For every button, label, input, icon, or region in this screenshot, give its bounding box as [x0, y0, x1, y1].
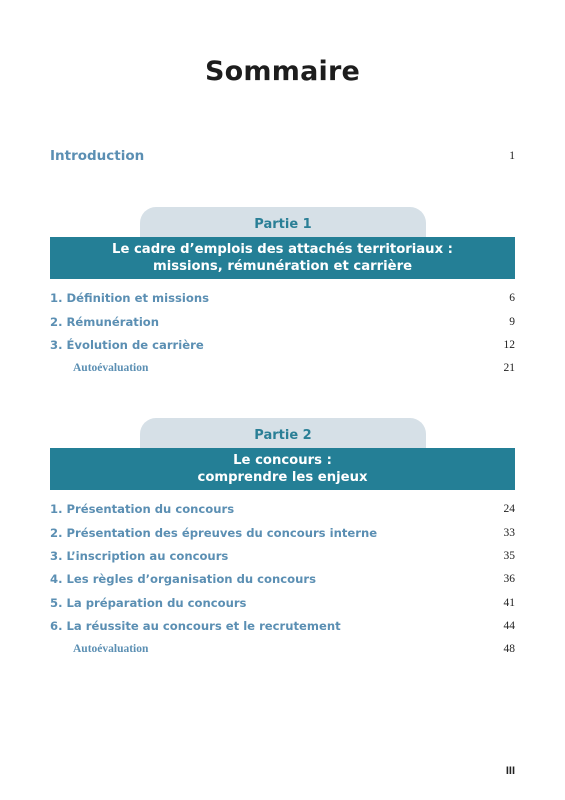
- part-1-tab: [140, 207, 426, 239]
- toc-entry-label: 3. L’inscription au concours: [50, 549, 229, 563]
- part-2-tab-label: Partie 2: [254, 428, 312, 443]
- toc-entry-part2-self-assessment[interactable]: [73, 640, 515, 658]
- toc-entry-label: Autoévaluation: [73, 643, 149, 655]
- part-1-tab-label: Partie 1: [254, 217, 312, 232]
- toc-entry-page: 44: [503, 620, 515, 632]
- part-2-heading-line-1: Le concours :: [233, 453, 332, 468]
- part-1-heading: [50, 237, 515, 279]
- toc-entry-label: 1. Définition et missions: [50, 291, 209, 305]
- part-2-tab: [140, 418, 426, 450]
- toc-entry-part1-chapter-2[interactable]: [50, 313, 515, 331]
- toc-entry-page: 6: [509, 292, 515, 304]
- part-2-heading-line-2: comprendre les enjeux: [197, 470, 368, 485]
- toc-entry-page: 12: [503, 339, 515, 351]
- toc-entry-part1-chapter-3[interactable]: [50, 336, 515, 354]
- toc-entry-page: 21: [503, 362, 515, 374]
- toc-entry-page: 1: [509, 150, 515, 162]
- toc-entry-part2-chapter-1[interactable]: [50, 500, 515, 518]
- toc-entry-label: 1. Présentation du concours: [50, 502, 235, 516]
- part-1-heading-line-2: missions, rémunération et carrière: [152, 259, 413, 274]
- page-title: Sommaire: [205, 56, 360, 87]
- toc-entry-page: 33: [503, 527, 515, 539]
- toc-entry-label: 2. Rémunération: [50, 315, 160, 329]
- part-1-heading-line-1: Le cadre d’emplois des attachés territoriaux :: [112, 242, 453, 257]
- toc-entry-label: 6. La réussite au concours et le recrutement: [50, 619, 341, 633]
- toc-entry-page: 35: [503, 550, 515, 562]
- toc-entry-part2-chapter-2[interactable]: [50, 524, 515, 542]
- toc-entry-label: 5. La préparation du concours: [50, 596, 247, 610]
- toc-entry-label: Introduction: [50, 148, 145, 164]
- toc-entry-part1-self-assessment[interactable]: [73, 359, 515, 377]
- toc-entry-page: 9: [509, 316, 515, 328]
- toc-entry-introduction[interactable]: [50, 147, 515, 165]
- toc-entry-label: 4. Les règles d’organisation du concours: [50, 572, 316, 586]
- toc-entry-part2-chapter-3[interactable]: [50, 547, 515, 565]
- toc-entry-page: 48: [503, 643, 515, 655]
- page-number: III: [505, 765, 515, 777]
- toc-entry-part1-chapter-1[interactable]: [50, 289, 515, 307]
- toc-entry-label: 3. Évolution de carrière: [50, 338, 204, 352]
- toc-entry-part2-chapter-4[interactable]: [50, 570, 515, 588]
- toc-entry-part2-chapter-6[interactable]: [50, 617, 515, 635]
- part-2-heading: [50, 448, 515, 490]
- toc-entry-label: Autoévaluation: [73, 362, 149, 374]
- toc-entry-page: 41: [503, 597, 515, 609]
- toc-entry-page: 24: [503, 503, 515, 515]
- toc-entry-part2-chapter-5[interactable]: [50, 594, 515, 612]
- toc-entry-label: 2. Présentation des épreuves du concours interne: [50, 526, 378, 540]
- toc-entry-page: 36: [503, 573, 515, 585]
